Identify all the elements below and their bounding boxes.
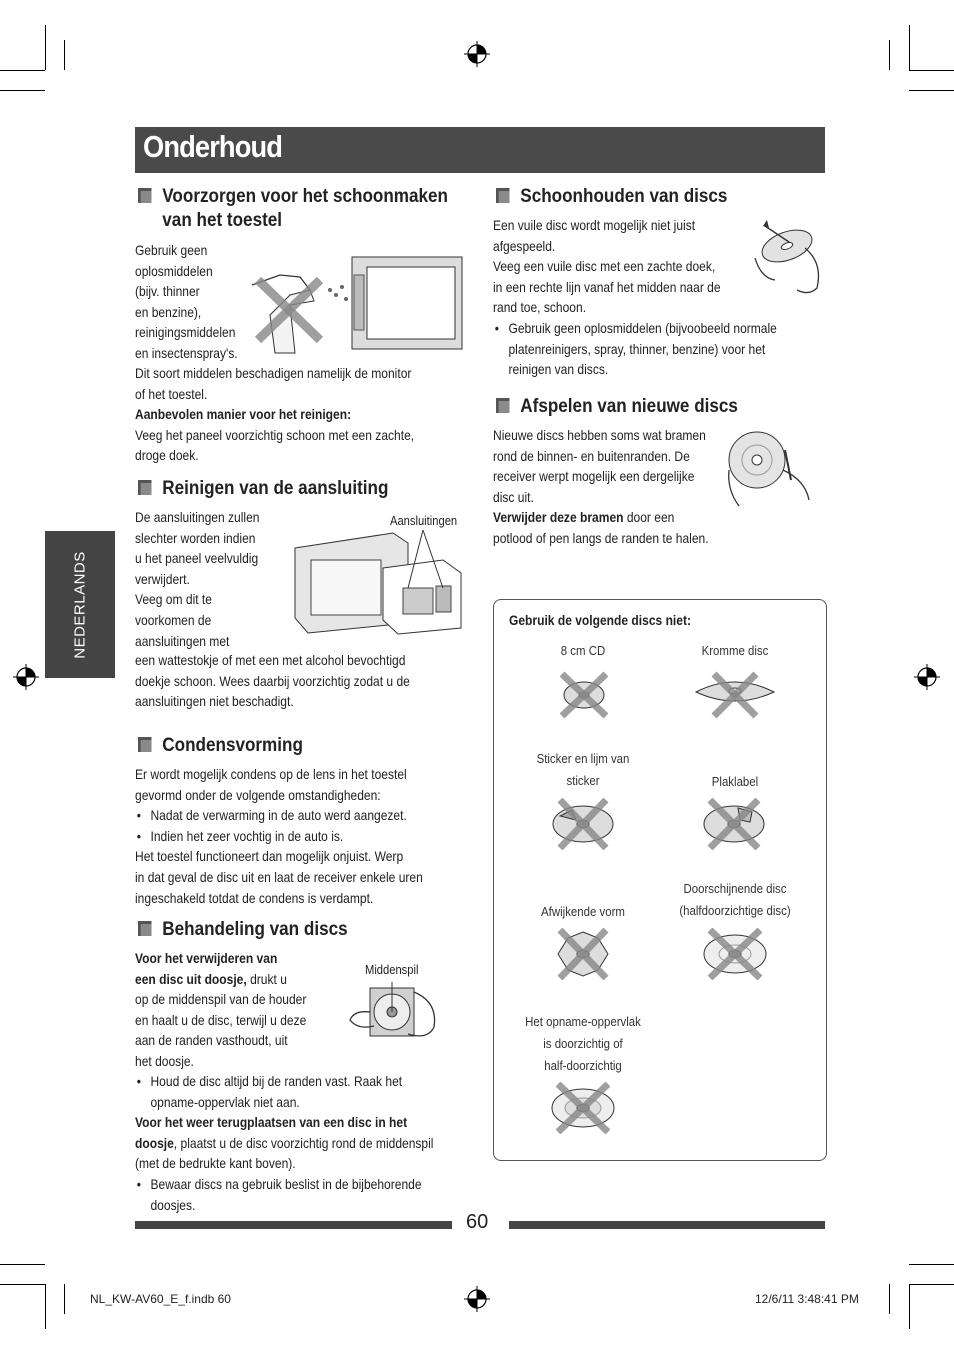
crop-mark [909, 90, 954, 91]
new-discs-body: Nieuwe discs hebben soms wat bramen rond de binnen- en buitenranden. De receiver werpt mogelijk een dergelijke disc uit. Verwijder deze bramen door een potlood of pen langs de randen te halen. [493, 427, 709, 546]
section-square-icon [138, 737, 152, 752]
cleaning-unit-intro: Gebruik geen oplosmiddelen (bijv. thinner en benzine), reinigingsmiddelen en insectenspray's. [135, 242, 238, 361]
disc-caption: 8 cm CD [560, 643, 606, 658]
deburr-disc-illustration [725, 430, 815, 510]
connector-intro: De aansluitingen zullen slechter worden indien u het paneel veelvuldig verwijdert. Veeg om dit te voorkomen de aansluitingen met [135, 509, 260, 649]
crop-mark [909, 1284, 910, 1329]
disc-caption: Plaklabel [711, 774, 759, 789]
handling-intro: Voor het verwijderen van een disc uit doosje, drukt u op de middenspil van de houder en haalt u de disc, terwijl u deze aan de randen vasthoudt, uit het doosje. [135, 950, 307, 1069]
disc-caption: Doorschijnende disc (halfdoorzichtige disc) [679, 881, 791, 918]
section-heading-handling: Behandeling van discs [138, 918, 348, 942]
disc-caption: Sticker en lijm van sticker [536, 751, 630, 788]
registration-mark-icon [914, 664, 940, 690]
registration-mark-icon [13, 664, 39, 690]
transparent-surface-disc-icon [548, 1082, 618, 1134]
section-heading-cleaning-unit: Voorzorgen voor het schoonmaken van het toestel [138, 185, 448, 233]
crop-mark [0, 70, 45, 71]
section-square-icon [138, 188, 152, 203]
bottom-rule [509, 1221, 825, 1229]
connector-label: Aansluitingen [390, 513, 458, 528]
spindle-label: Middenspil [365, 962, 419, 977]
section-heading-new-discs: Afspelen van nieuwe discs [496, 395, 738, 419]
bottom-rule [135, 1221, 452, 1229]
spray-on-unit-illustration [250, 255, 465, 355]
disc-caption: Het opname-oppervlak is doorzichtig of half-doorzichtig [525, 1014, 641, 1073]
section-heading-condensation: Condensvorming [138, 734, 303, 758]
footer-file: NL_KW-AV60_E_f.indb 60 [90, 1292, 231, 1306]
disc-caption: Afwijkende vorm [541, 904, 625, 919]
keep-clean-body: Een vuile disc wordt mogelijk niet juist afgespeeld. Veeg een vuile disc met een zachte doek, in een rechte lijn vanaf het midden naar de rand toe, schoon. [493, 217, 721, 316]
page-title: Onderhoud [143, 129, 283, 164]
label-disc-icon [700, 798, 768, 850]
cleaning-unit-body: Dit soort middelen beschadigen namelijk de monitor of het toestel. Aanbevolen manier voor het reinigen: Veeg het paneel voorzichtig schoon met een zachte, droge doek. [135, 365, 415, 464]
list-item: • Indien het zeer vochtig in de auto is. [135, 826, 462, 847]
section-heading-connector: Reinigen van de aansluiting [138, 477, 388, 501]
registration-mark-icon [464, 1286, 490, 1312]
crop-mark [64, 1284, 65, 1314]
handling-body: • Houd de disc altijd bij de randen vast. Raak het opname-oppervlak niet aan. Voor het weer terugplaatsen van een disc in het doosje, plaatst u de disc voorzichtig rond de middenspil (met de bedrukte kant boven). • Bewaar discs na gebruik beslist in de bijbehorende doosjes. [135, 1071, 466, 1215]
section-square-icon [496, 188, 510, 203]
crop-mark [0, 1284, 45, 1285]
irregular-disc-icon [552, 928, 614, 980]
crop-mark [45, 25, 46, 70]
crop-mark [64, 40, 65, 70]
crop-mark [0, 1264, 45, 1265]
crop-mark [889, 1284, 890, 1314]
small-disc-icon [556, 670, 612, 720]
registration-mark-icon [464, 41, 490, 67]
wipe-disc-illustration [753, 218, 825, 298]
crop-mark [45, 1284, 46, 1329]
page-title-bar [135, 127, 825, 173]
crop-mark [909, 1284, 954, 1285]
condensation-body: Er wordt mogelijk condens op de lens in het toestel gevormd onder de volgende omstandigheden: • Nadat de verwarming in de auto werd aangezet. • Indien het zeer vochtig in de auto is. Het toestel functioneert dan mogelijk onjuist. Werp in dat geval de disc uit en laat de receiver enkele uren ingeschakeld totdat de condens is verdampt. [135, 764, 462, 908]
disc-case-illustration [348, 982, 444, 1044]
warped-disc-icon [692, 670, 778, 720]
language-tab-label: NEDERLANDS [71, 550, 89, 659]
footer-timestamp: 12/6/11 3:48:41 PM [755, 1292, 859, 1306]
crop-mark [0, 90, 45, 91]
connector-illustration [293, 528, 465, 636]
list-item: • Houd de disc altijd bij de randen vast. Raak het opname-oppervlak niet aan. [135, 1071, 466, 1112]
section-square-icon [138, 921, 152, 936]
disc-caption: Kromme disc [701, 643, 769, 658]
crop-mark [889, 40, 890, 70]
list-item: • Gebruik geen oplosmiddelen (bijvoobeeld normale platenreinigers, spray, thinner, benzine) voor het reinigen van discs. [493, 318, 824, 380]
page-number: 60 [466, 1211, 489, 1233]
language-tab [45, 531, 115, 678]
translucent-disc-icon [700, 928, 770, 980]
list-item: • Bewaar discs na gebruik beslist in de bijbehorende doosjes. [135, 1174, 466, 1215]
keep-clean-bullet [493, 318, 824, 380]
do-not-use-heading: Gebruik de volgende discs niet: [509, 612, 691, 628]
section-square-icon [496, 398, 510, 413]
section-square-icon [138, 480, 152, 495]
sticker-disc-icon [548, 798, 618, 850]
crop-mark [909, 70, 954, 71]
crop-mark [909, 25, 910, 70]
list-item: • Nadat de verwarming in de auto werd aangezet. [135, 805, 462, 826]
crop-mark [909, 1264, 954, 1265]
connector-body: een wattestokje of met een met alcohol bevochtigd doekje schoon. Wees daarbij voorzichtig zodat u de aansluitingen niet beschadigt. [135, 652, 410, 710]
section-heading-keep-clean: Schoonhouden van discs [496, 185, 727, 209]
